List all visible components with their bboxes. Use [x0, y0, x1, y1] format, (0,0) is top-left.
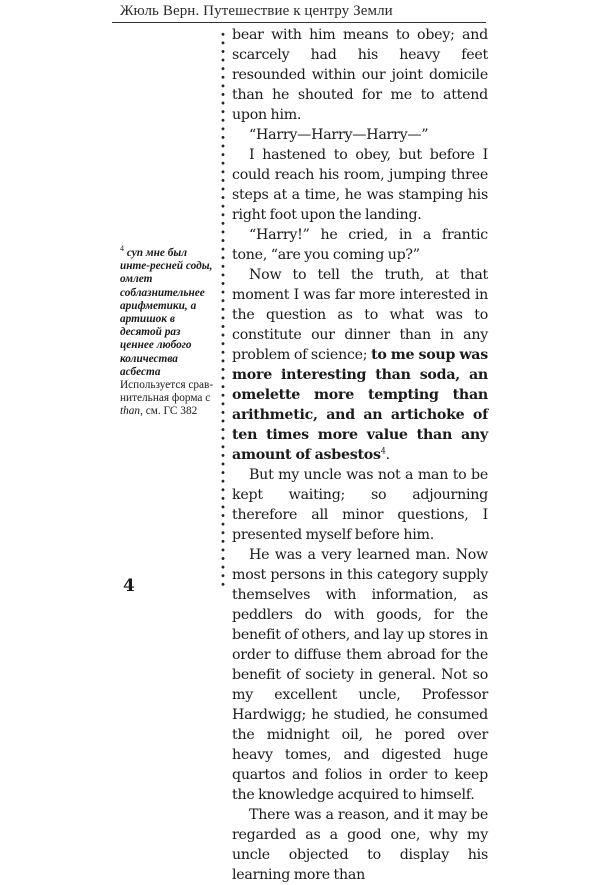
margin-footnote: [120, 244, 214, 419]
paragraph: There was a reason, and it may be regarded as a good one, why my uncle objected to display his learning more than: [232, 807, 488, 883]
paragraph: He was a very learned man. Now most persons in this category supply themselves with information, as peddlers do with goods, for the benefit of others, and lay up stores in order to diffuse them abroad for the benefit of society in general. Not so my excellent uncle, Professor Hardwigg; he studied, he consumed the midnight oil, he pored over heavy tomes, and digested huge quartos and folios in order to keep the knowledge acquired to himself.: [232, 547, 488, 803]
footnote-translation: суп мне был инте-ресней соды, омлет соблазнительнее арифметики, а артишок в десятой раз ценнее любого количества асбеста: [120, 247, 213, 378]
page-number: 4: [123, 576, 135, 596]
footnote-grammar-word: than: [120, 405, 141, 418]
highlighted-phrase: to me soup was more interesting than soda, an omelette more tempting than arithmetic, and an artichoke of ten times more value than any amount of asbestos: [232, 347, 488, 463]
main-text-column: [232, 25, 488, 883]
footnote-grammar-text: Используется срав-нительная форма с: [120, 379, 214, 405]
paragraph-end: .: [385, 447, 390, 463]
footnote-reference: 4: [380, 446, 386, 456]
paragraph-text: Now to tell the truth, at that moment I was far more interested in the question as to what was to constitute our dinner than in any problem of science;: [232, 267, 488, 363]
paragraph: “Harry—Harry—Harry—”: [249, 127, 429, 143]
running-header-title: Жюль Верн. Путешествие к центру Земли: [120, 3, 393, 19]
dotted-column-divider: [221, 30, 225, 590]
running-header: [112, 2, 486, 23]
paragraph: But my uncle was not a man to be kept waiting; so adjourning therefore all minor questions, I presented myself before him.: [232, 467, 488, 543]
paragraph: bear with him means to obey; and scarcely had his heavy feet resounded within our joint domicile than he shouted for me to attend upon him.: [232, 27, 488, 123]
paragraph: I hastened to obey, but before I could reach his room, jumping three steps at a time, he was stamping his right foot upon the landing.: [232, 147, 488, 223]
footnote-grammar-reference: , см. ГС 382: [140, 405, 198, 418]
footnote-number: 4: [120, 244, 124, 254]
paragraph: “Harry!” he cried, in a frantic tone, “are you coming up?”: [232, 227, 488, 263]
paragraph-with-footnote: [232, 265, 488, 465]
